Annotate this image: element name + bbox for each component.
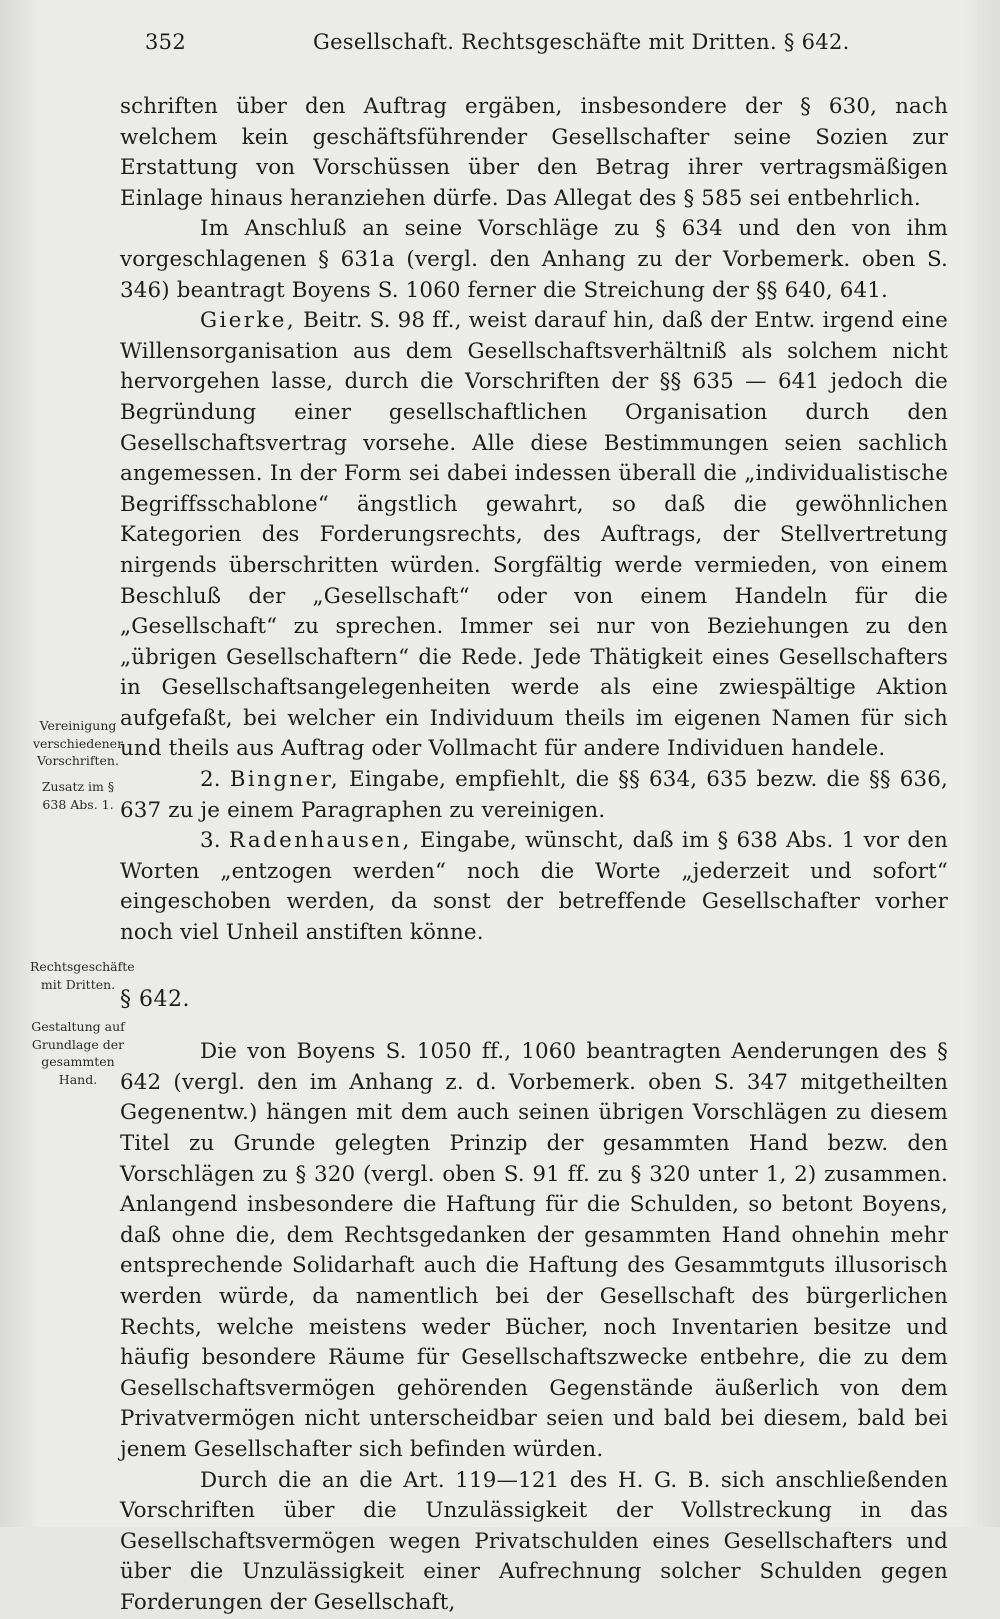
paragraph: Im Anschluß an seine Vorschläge zu § 634 und den von ihm vorgeschlagenen § 631a (vergl. den Anhang zu der Vorbemerk. oben S. 346) beantragt Boyens S. 1060 ferner die Streichung der §§ 640, 641. bbox=[120, 216, 948, 303]
author-name: Radenhausen, bbox=[228, 828, 412, 854]
page-header bbox=[145, 30, 945, 64]
section-heading: § 642. bbox=[120, 986, 190, 1012]
running-head: Gesellschaft. Rechtsgeschäfte mit Dritten. § 642. bbox=[313, 30, 850, 54]
paragraph-text: Beitr. S. 98 ff., weist darauf hin, daß der Entw. irgend eine Willensorganisation aus dem Gesellschaftsverhältniß als solchem nicht hervorgehen lasse, durch die Vorschriften der §§ 635 — 641 jedoch die Begründung einer gesellschaftlichen Organisation durch den Gesellschaftsvertrag vorsehe. Alle diese Bestimmungen seien sachlich angemessen. In der Form sei dabei indessen überall die „individualistische Begriffsschablone“ ängstlich gewahrt, so daß die gewöhnlichen Kategorien des Forderungsrechts, des Auftrags, der Stellvertretung nirgends überschritten würden. Sorgfältig werde vermieden, von einem Beschluß der „Gesellschaft“ oder von einem Handeln für die „Gesellschaft“ zu sprechen. Immer sei nur von Beziehungen zu den „übrigen Gesellschaftern“ die Rede. Jede Thätigkeit eines Gesellschafters in Gesellschaftsangelegenheiten werde als eine zwiespältige Aktion aufgefaßt, bei welcher ein Individuum theils im eigenen Namen für sich und theils aus Auftrag oder Vollmacht für andere Individuen handele. bbox=[120, 308, 948, 762]
margin-note-vereinigung: Vereinigung verschiedener Vorschriften. bbox=[32, 718, 124, 768]
body-text bbox=[120, 92, 948, 1619]
paragraph bbox=[120, 306, 948, 765]
paragraph bbox=[120, 826, 948, 948]
paragraph: schriften über den Auftrag ergäben, insbesondere der § 630, nach welchem kein geschäftsführender Gesellschafter seine Sozien zur Erstattung von Vorschüssen über den Betrag ihrer vertragsmäßigen Einlage hinaus heranziehen dürfe. Das Allegat des § 585 sei entbehrlich. bbox=[120, 94, 948, 211]
paragraph: Die von Boyens S. 1050 ff., 1060 beantragten Aenderungen des § 642 (vergl. den im Anhang z. d. Vorbemerk. oben S. 347 mitgetheilten Gegenentw.) hängen mit dem auch seinen übrigen Vorschlägen zu diesem Titel zu Grunde gelegten Prinzip der gesammten Hand bezw. den Vorschlägen zu § 320 (vergl. oben S. 91 ff. zu § 320 unter 1, 2) zusammen. Anlangend insbesondere die Haftung für die Schulden, so betont Boyens, daß ohne die, dem Rechtsgedanken der gesammten Hand ohnehin mehr entsprechende Solidarhaft auch die Haftung des Gesammtguts illusorisch werden würde, da namentlich bei der Gesellschaft des bürgerlichen Rechts, welche meistens weder Bücher, noch Inventarien besitze und häufig besondere Räume für Gesellschaftszwecke entbehre, die zu dem Gesellschaftsvermögen gehörenden Gegenstände äußerlich von dem Privatvermögen nicht unterscheidbar seien und bald bei diesem, bald bei jenem Gesellschafter sich befinden würden. bbox=[120, 1039, 948, 1462]
margin-note-gestaltung: Gestaltung auf Grundlage der gesammten Hand. bbox=[31, 1019, 125, 1087]
page-number: 352 bbox=[145, 30, 186, 54]
margin-note-rechtsgeschaefte: Rechtsgeschäfte mit Dritten. bbox=[30, 959, 135, 992]
author-name: Bingner, bbox=[229, 767, 341, 793]
paragraph bbox=[120, 765, 948, 826]
item-number: 2. bbox=[200, 767, 230, 793]
paragraph-text: Eingabe, wünscht, daß im § 638 Abs. 1 vor den Worten „entzogen werden“ noch die Worte „jederzeit und sofort“ eingeschoben werden, da sonst der betreffende Gesellschafter vorher noch viel Unheil anstiften könne. bbox=[120, 828, 948, 946]
author-name: Gierke, bbox=[200, 308, 297, 334]
margin-note-zusatz: Zusatz im § 638 Abs. 1. bbox=[41, 779, 115, 812]
item-number: 3. bbox=[200, 828, 229, 854]
paragraph-text: Eingabe, empfiehlt, die §§ 634, 635 bezw. die §§ 636, 637 zu je einem Paragraphen zu vereinigen. bbox=[120, 767, 948, 823]
paragraph: Durch die an die Art. 119—121 des H. G. B. sich anschließenden Vorschriften über die Unzulässigkeit der Vollstreckung in das Gesellschaftsvermögen wegen Privatschulden eines Gesellschafters und über die Unzulässigkeit einer Aufrechnung solcher Schulden gegen Forderungen der Gesellschaft, bbox=[120, 1467, 948, 1615]
